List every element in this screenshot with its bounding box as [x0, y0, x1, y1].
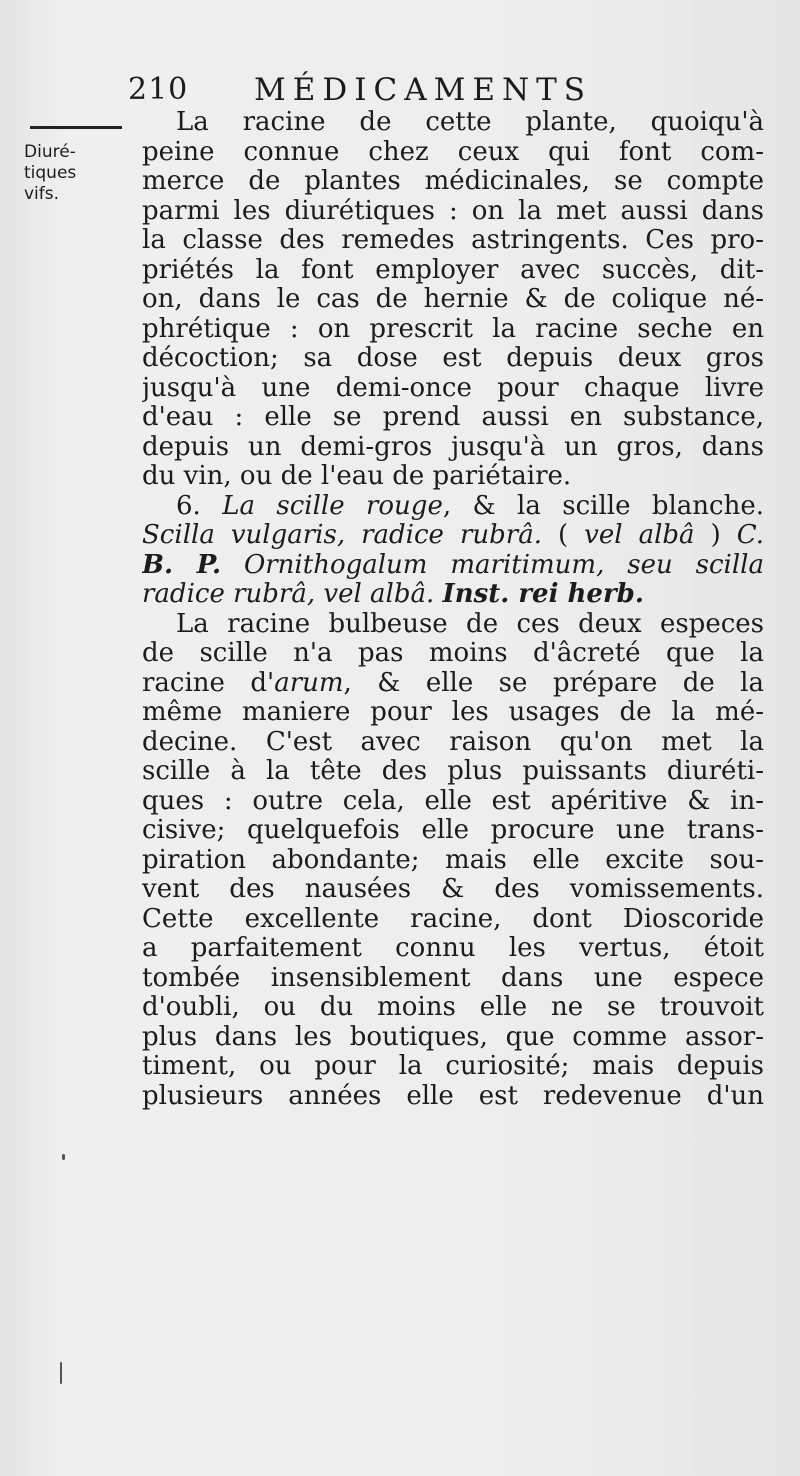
text-line: priétés la font employer avec succès, dit-	[142, 255, 764, 285]
text-line: 6. La scille rouge, & la scille blanche.	[176, 491, 764, 521]
margin-note-line: Diuré-	[24, 142, 76, 162]
text-line: B. P. Ornithogalum maritimum, seu scilla	[142, 550, 764, 580]
text-line: plusieurs années elle est redevenue d'un	[142, 1081, 764, 1111]
text-line: La racine bulbeuse de ces deux especes	[176, 609, 764, 639]
text-line: d'oubli, ou du moins elle ne se trouvoit	[142, 993, 764, 1022]
text-line: piration abondante; mais elle excite sou-	[142, 845, 764, 875]
text-line: phrétique : on prescrit la racine seche en	[142, 314, 764, 344]
text-line: radice rubrâ, vel albâ. Inst. rei herb.	[142, 580, 644, 609]
ink-speck	[60, 1362, 62, 1384]
text-line: plus dans les boutiques, que comme assor-	[142, 1022, 764, 1052]
text-line: décoction; sa dose est depuis deux gros	[142, 344, 764, 373]
body-text	[142, 108, 764, 1111]
text-line: de scille n'a pas moins d'âcreté que la	[142, 639, 764, 668]
page-number: 210	[128, 72, 189, 107]
text-line: parmi les diurétiques : on la met aussi dans	[142, 196, 764, 226]
text-line: merce de plantes médicinales, se compte	[142, 167, 764, 196]
text-line: jusqu'à une demi-once pour chaque livre	[142, 373, 764, 403]
text-line: d'eau : elle se prend aussi en substance,	[142, 403, 764, 432]
text-line: même maniere pour les usages de la mé-	[142, 698, 764, 727]
text-line: on, dans le cas de hernie & de colique né-	[142, 285, 764, 314]
margin-rule	[30, 126, 122, 129]
text-line: la classe des remedes astringents. Ces pro-	[142, 226, 764, 255]
running-title: MÉDICAMENTS	[254, 72, 592, 108]
text-line: peine connue chez ceux qui font com-	[142, 137, 764, 167]
text-line: decine. C'est avec raison qu'on met la	[142, 727, 764, 757]
text-line: a parfaitement connu les vertus, étoit	[142, 934, 764, 963]
text-line: Cette excellente racine, dont Dioscoride	[142, 904, 764, 934]
text-line: La racine de cette plante, quoiqu'à	[176, 108, 764, 137]
text-line: Scilla vulgaris, radice rubrâ. ( vel albâ ) C.	[142, 521, 764, 550]
text-line: scille à la tête des plus puissants diuréti-	[142, 757, 764, 786]
text-line: du vin, ou de l'eau de pariétaire.	[142, 462, 572, 491]
text-line: vent des nausées & des vomissements.	[142, 875, 764, 904]
text-line: cisive; quelquefois elle procure une trans-	[142, 816, 764, 845]
margin-note-line: tiques	[24, 163, 77, 183]
ink-speck	[62, 1154, 65, 1160]
text-line: tombée insensiblement dans une espece	[142, 963, 764, 993]
text-line: timent, ou pour la curiosité; mais depuis	[142, 1052, 764, 1081]
text-line: racine d'arum, & elle se prépare de la	[142, 668, 764, 698]
text-line: ques : outre cela, elle est apéritive & in-	[142, 786, 764, 816]
margin-note-line: vifs.	[24, 184, 60, 204]
margin-note	[24, 142, 104, 205]
text-line: depuis un demi-gros jusqu'à un gros, dans	[142, 432, 764, 462]
